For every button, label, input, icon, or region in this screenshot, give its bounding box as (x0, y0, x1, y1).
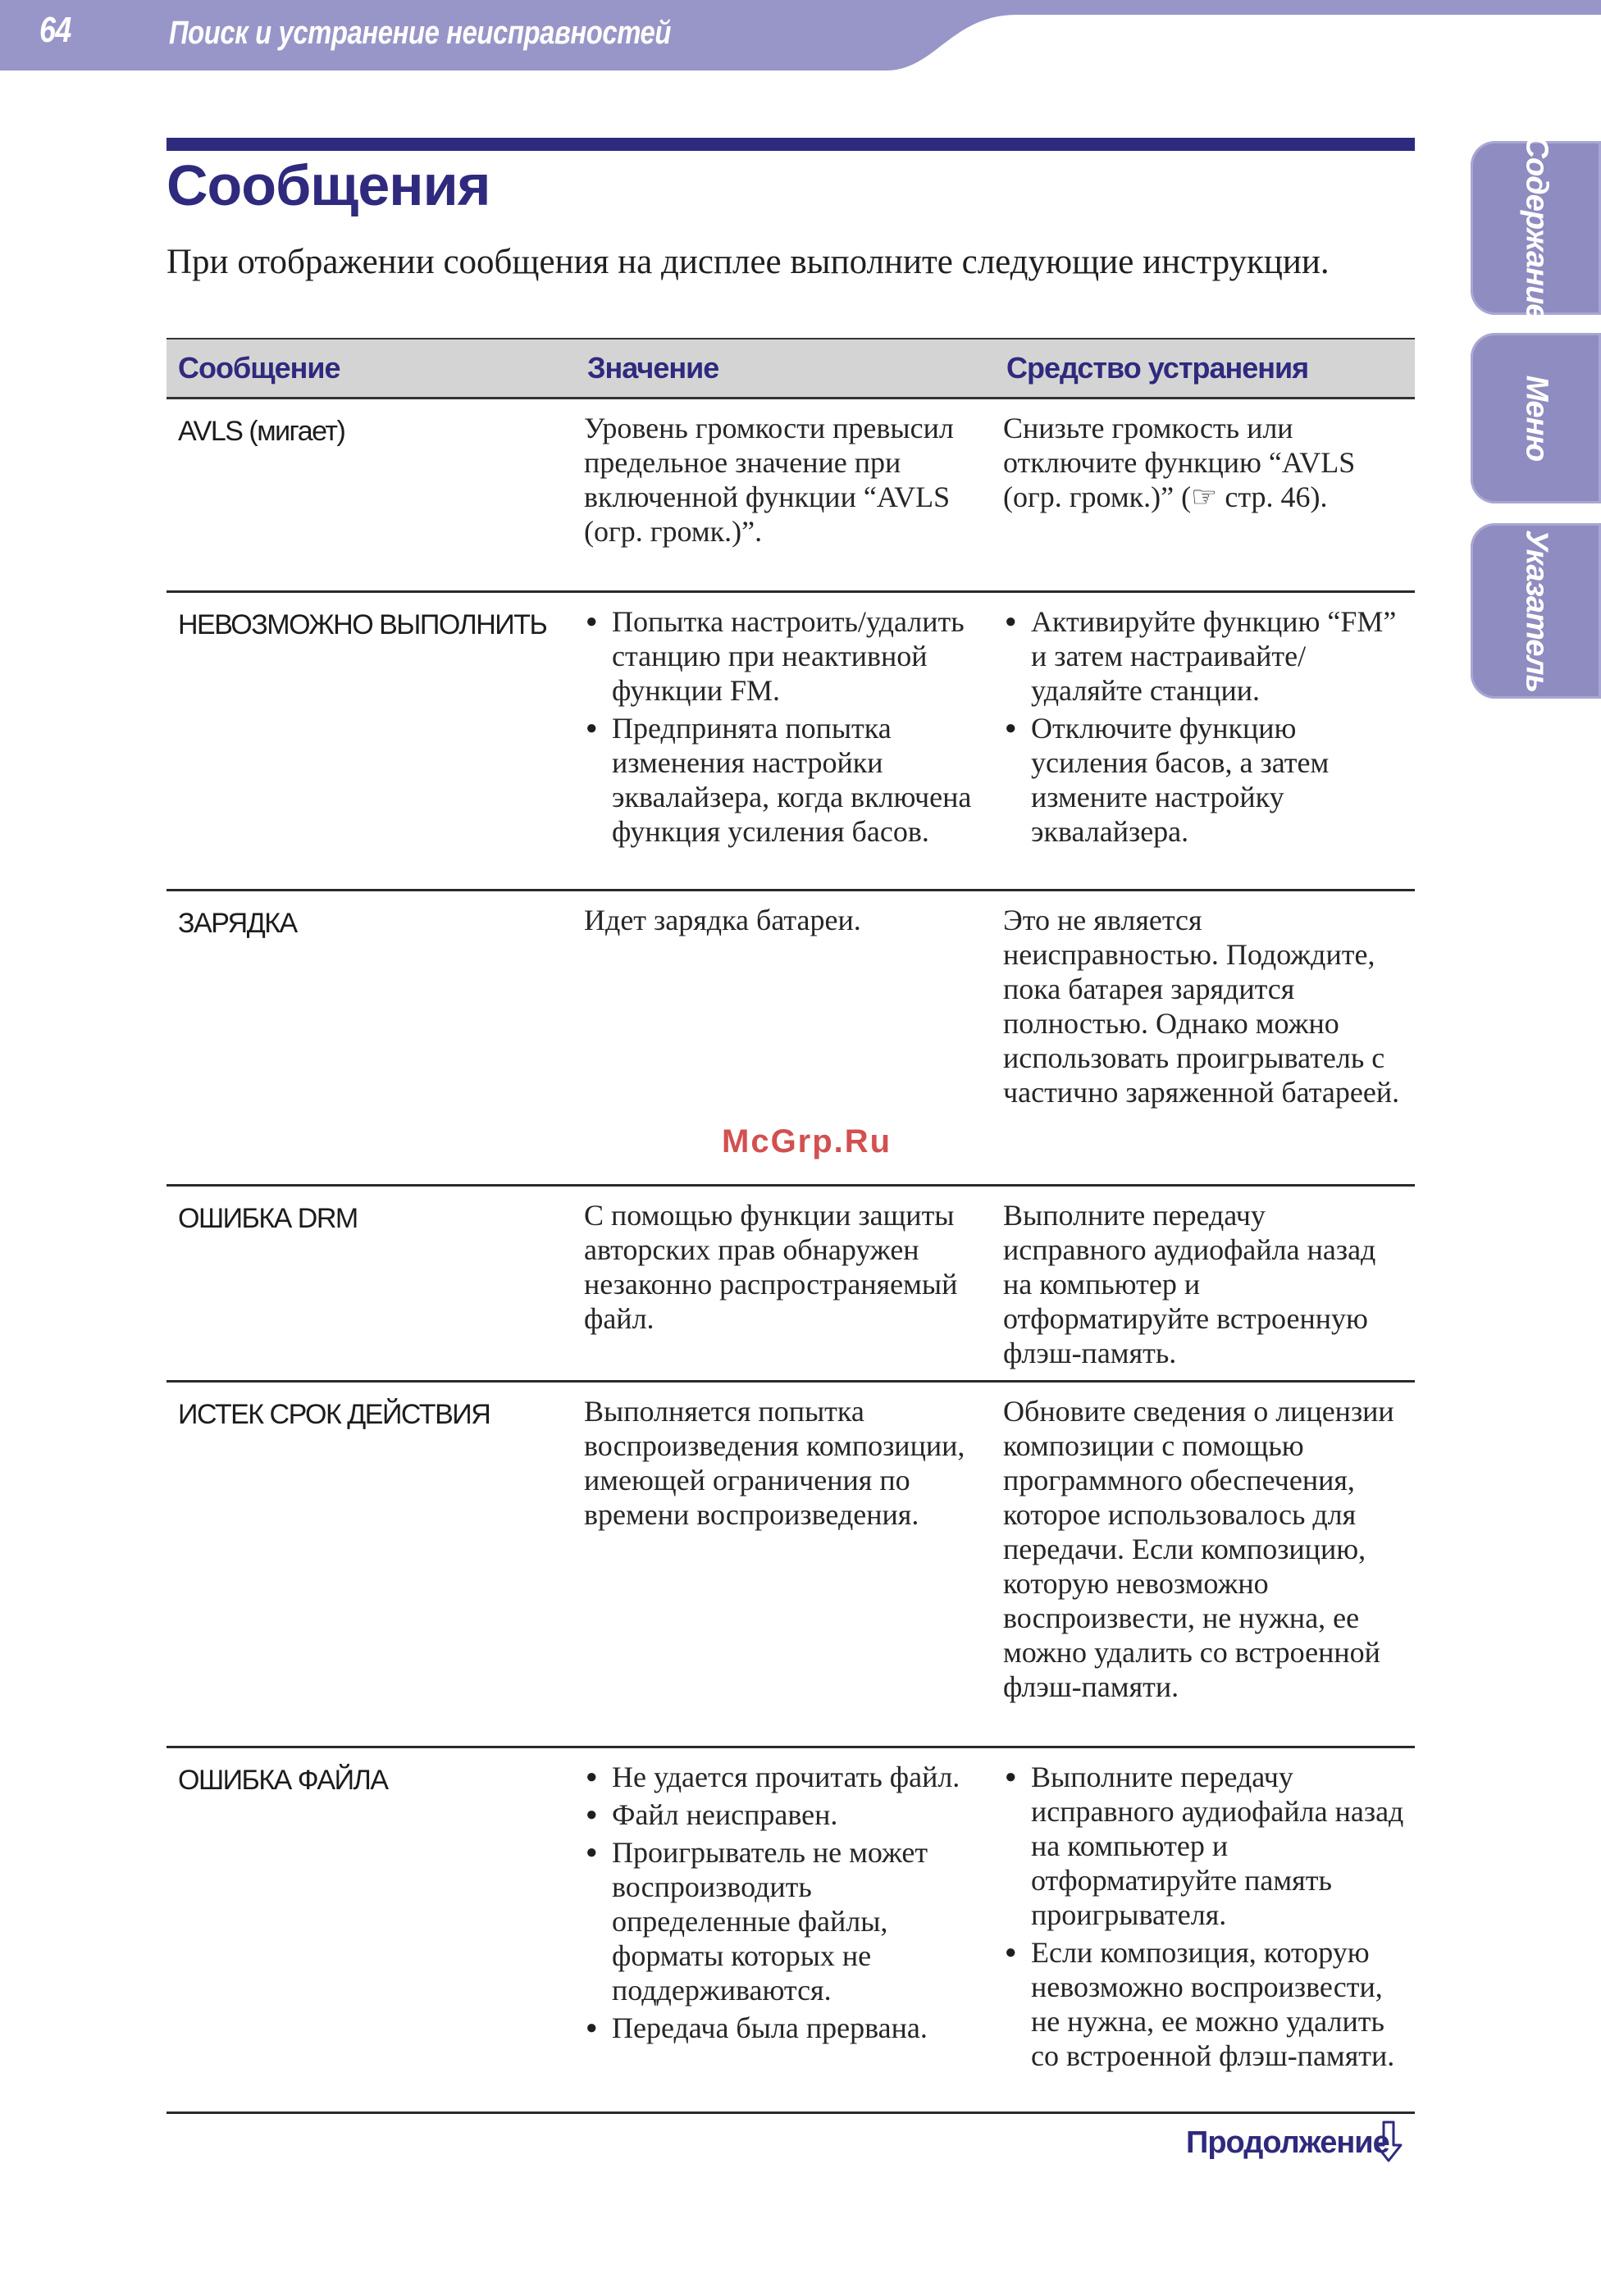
list-item: ● Активируйте функцию “FM” и затем настраивайте/удаляйте станции. (1003, 604, 1410, 708)
tab-contents[interactable] (1471, 135, 1601, 321)
message-cell: НЕВОЗМОЖНО ВЫПОЛНИТЬ (166, 592, 576, 891)
list-item: ● Предпринята попытка изменения настройки эквалайзера, когда включена функция усиления басов. (584, 711, 990, 849)
message-cell: AVLS (мигает) (166, 399, 576, 592)
remedy-text: Обновите сведения о лицензии композиции с помощью программного обеспечения, которое использовалось для передачи. Если композицию, которую невозможно воспроизвести, не нужна, ее можно удалить со встроенной флэш-памяти. (1003, 1395, 1394, 1703)
meaning-text: Уровень громкости превысил предельное значение при включенной функции “AVLS (огр. громк.)”. (584, 412, 954, 548)
table-row (166, 399, 1415, 592)
list-item: ● Проигрыватель не может воспроизводить определенные файлы, форматы которых не поддерживаются. (584, 1835, 990, 2007)
remedy-list (1003, 604, 1410, 849)
list-item: ● Выполните передачу исправного аудиофайла назад на компьютер и отформатируйте память проигрывателя. (1003, 1760, 1410, 1932)
remedy-cell (995, 592, 1415, 891)
messages-table (166, 338, 1415, 2114)
message-cell: ЗАРЯДКА (166, 891, 576, 1186)
remedy-text: Это не является неисправностью. Подождите, пока батарея зарядится полностью. Однако можно использовать проигрыватель с частично заряженной батареей. (1003, 904, 1400, 1109)
remedy-text: Снизьте громкость или отключите функцию “AVLS (огр. громк.)” (☞ стр. 46). (1003, 412, 1356, 513)
tab-menu-label: Меню (1519, 375, 1553, 462)
list-item: ● Передача была прервана. (584, 2011, 990, 2045)
remedy-cell (995, 1186, 1415, 1382)
intro-text: При отображении сообщения на дисплее выполните следующие инструкции. (166, 243, 1330, 281)
remedy-cell (995, 891, 1415, 1186)
meaning-text: Выполняется попытка воспроизведения композиции, имеющей ограничения по времени воспроизведения. (584, 1395, 965, 1531)
table-header-row (166, 339, 1415, 399)
list-item: ● Если композиция, которую невозможно воспроизвести, не нужна, ее можно удалить со встроенной флэш-памяти. (1003, 1935, 1410, 2073)
list-item: ● Отключите функцию усиления басов, а затем измените настройку эквалайзера. (1003, 711, 1410, 849)
list-item: ● Файл неисправен. (584, 1797, 990, 1832)
page-title: Сообщения (166, 153, 490, 217)
watermark: McGrp.Ru (722, 1123, 892, 1159)
list-item: ● Попытка настроить/удалить станцию при неактивной функции FM. (584, 604, 990, 708)
arrow-down-icon[interactable] (1374, 2121, 1403, 2163)
list-item: ● Не удается прочитать файл. (584, 1760, 990, 1794)
column-header-meaning: Значение (576, 339, 995, 399)
table-row (166, 1382, 1415, 1747)
meaning-text: С помощью функции защиты авторских прав обнаружен незаконно распространяемый файл. (584, 1199, 958, 1335)
meaning-cell (576, 1747, 995, 2113)
column-header-remedy: Средство устранения (995, 339, 1415, 399)
meaning-text: Идет зарядка батареи. (584, 904, 861, 936)
tab-menu[interactable] (1471, 333, 1601, 503)
tab-index[interactable] (1471, 523, 1601, 699)
meaning-cell (576, 592, 995, 891)
tab-contents-label: Содержание (1519, 135, 1553, 321)
title-rule (166, 138, 1415, 151)
meaning-list (584, 604, 990, 849)
remedy-list (1003, 1760, 1410, 2073)
message-cell: ОШИБКА ФАЙЛА (166, 1747, 576, 2113)
tab-index-label: Указатель (1519, 529, 1553, 693)
message-cell: ОШИБКА DRM (166, 1186, 576, 1382)
remedy-text: Выполните передачу исправного аудиофайла назад на компьютер и отформатируйте встроенную флэш-память. (1003, 1199, 1376, 1369)
meaning-cell (576, 399, 995, 592)
remedy-cell (995, 399, 1415, 592)
meaning-cell (576, 1186, 995, 1382)
table-row (166, 1747, 1415, 2113)
table-row (166, 592, 1415, 891)
message-cell: ИСТЕК СРОК ДЕЙСТВИЯ (166, 1382, 576, 1747)
remedy-cell (995, 1747, 1415, 2113)
continued-link[interactable]: Продолжение (1186, 2125, 1389, 2160)
meaning-list (584, 1760, 990, 2045)
remedy-cell (995, 1382, 1415, 1747)
section-title: Поиск и устранение неисправностей (169, 15, 672, 51)
meaning-cell (576, 1382, 995, 1747)
table-row (166, 1186, 1415, 1382)
page-number: 64 (39, 10, 71, 50)
column-header-message: Сообщение (166, 339, 576, 399)
